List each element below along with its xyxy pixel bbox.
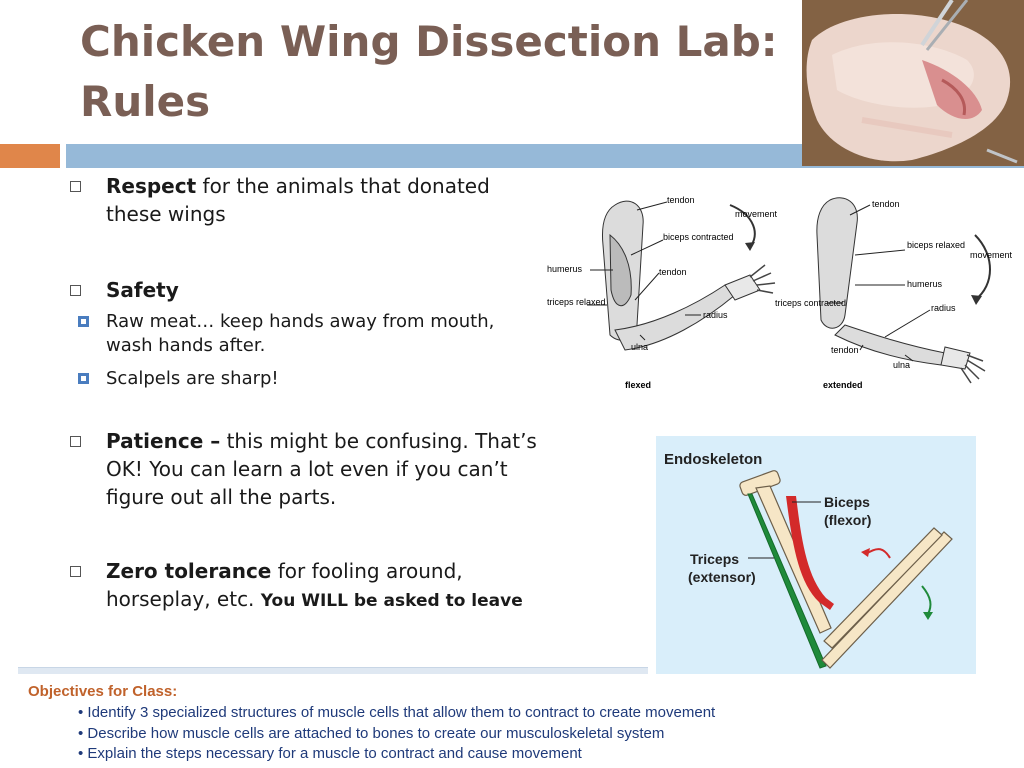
label-tendon-lower: tendon (831, 345, 859, 355)
label-biceps-relaxed: biceps relaxed (907, 240, 966, 250)
extended-arm-drawing (817, 198, 970, 369)
rule-zero-tolerance-warning: You WILL be asked to leave (260, 591, 523, 611)
bullet-box-icon (70, 285, 81, 296)
safety-sublist (106, 310, 540, 391)
label-tendon-flexed: tendon (667, 195, 695, 205)
label-humerus-flexed: humerus (547, 264, 583, 274)
label-ulna-extended: ulna (893, 360, 911, 370)
endo-title: Endoskeleton (664, 451, 763, 468)
rule-respect (70, 172, 540, 228)
label-movement-flexed: movement (735, 209, 778, 219)
triceps-label: Triceps (690, 551, 740, 567)
endoskeleton-figure (656, 436, 976, 674)
label-tendon-extended: tendon (872, 199, 900, 209)
safety-subitem-text: Raw meat… keep hands away from mouth, wash hands after. (106, 311, 495, 356)
rule-zero-tolerance-text: for fooling around, horseplay, etc. (106, 559, 463, 611)
objectives-title: Objectives for Class: (28, 683, 178, 700)
accent-band-orange (0, 144, 60, 168)
caption-flexed: flexed (625, 380, 652, 390)
label-triceps-contracted: triceps contracted (775, 298, 847, 308)
biceps-label: Biceps (824, 494, 870, 510)
label-tendon-mid: tendon (659, 267, 687, 277)
objective-item: • Identify 3 specialized structures of muscle cells that allow them to contract to create movement (78, 704, 716, 721)
rule-safety (70, 276, 540, 391)
rule-patience (70, 427, 540, 511)
safety-subitem-text: Scalpels are sharp! (106, 368, 279, 389)
rule-patience-bold: Patience – (106, 429, 221, 453)
objectives-list (78, 703, 715, 765)
rule-patience-text: this might be confusing. That’s OK! You can learn a lot even if you can’t figure out all the parts. (106, 429, 537, 509)
label-movement-extended: movement (970, 250, 1013, 260)
label-ulna-flexed: ulna (631, 342, 649, 352)
objective-item: • Describe how muscle cells are attached to bones to create our musculoskeletal system (78, 724, 665, 742)
rule-safety-bold: Safety (106, 278, 179, 302)
rule-respect-text: for the animals that donated these wings (106, 174, 490, 226)
caption-extended: extended (823, 380, 863, 390)
biceps-role-label: (flexor) (824, 512, 872, 528)
chicken-wing-photo (802, 0, 1024, 166)
bullet-box-icon (70, 181, 81, 192)
objective-item: • Explain the steps necessary for a muscle to contract and cause movement (78, 745, 582, 762)
label-triceps-relaxed: triceps relaxed (547, 297, 606, 307)
triceps-role-label: (extensor) (688, 569, 756, 585)
label-humerus-extended: humerus (907, 279, 943, 289)
rule-respect-bold: Respect (106, 174, 197, 198)
sub-bullet-icon (78, 316, 89, 327)
rule-zero-tolerance (70, 557, 540, 615)
safety-subitem (70, 367, 540, 391)
label-radius-flexed: radius (703, 310, 728, 320)
bullet-box-icon (70, 566, 81, 577)
label-radius-extended: radius (931, 303, 956, 313)
arm-movement-figure (545, 185, 1013, 395)
extended-movement-arrow (975, 235, 990, 300)
slide-title: Chicken Wing Dissection Lab: Rules (80, 17, 778, 126)
safety-subitem (70, 310, 540, 358)
label-biceps-contracted: biceps contracted (663, 232, 734, 242)
bullet-box-icon (70, 436, 81, 447)
rules-list (70, 172, 540, 615)
objectives-divider (18, 667, 648, 674)
sub-bullet-icon (78, 373, 89, 384)
rule-zero-tolerance-bold: Zero tolerance (106, 559, 272, 583)
